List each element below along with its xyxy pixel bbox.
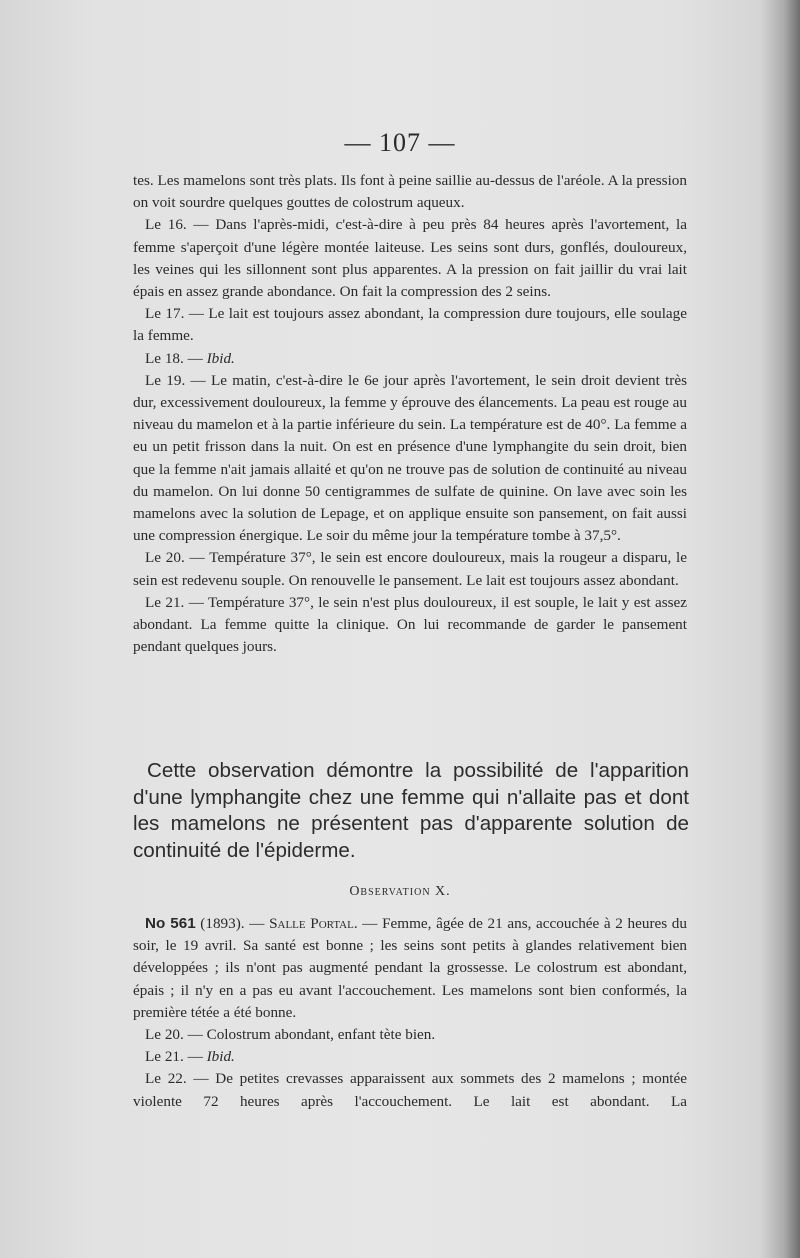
case-number: No 561 [145, 915, 196, 932]
paragraph: tes. Les mamelons sont très plats. Ils font à peine saillie au-dessus de l'aréole. A la pression on voit sourdre quelques gouttes de colostrum aqueux. [133, 172, 687, 212]
paragraph [133, 1046, 687, 1068]
paragraph: Le 21. — Température 37°, le sein n'est plus douloureux, il est souple, le lait y est assez abondant. La femme quitte la clinique. On lui recommande de garder le pansement pendant quelques jours. [133, 593, 687, 656]
paragraph: Le 22. — De petites crevasses apparaissent aux sommets des 2 mamelons ; montée violente 72 heures après l'accouchement. Le lait est abondant. La [133, 1070, 687, 1110]
paragraph: Le 16. — Dans l'après-midi, c'est-à-dire à peu près 84 heures après l'avortement, la femme s'aperçoit d'une légère montée laiteuse. Les seins sont durs, gonflés, douloureux, les veines qui les sillonnent sont plus apparentes. A la pression on fait jaillir du vrai lait épais en assez grande abondance. On fait la compression des 2 seins. [133, 216, 687, 301]
paragraph: Le 20. — Colostrum abondant, enfant tète bien. [145, 1026, 436, 1044]
date-label: Le 18. — [145, 349, 207, 367]
text-block-upper [133, 170, 687, 658]
paragraph [133, 913, 687, 1024]
conclusion-block [133, 758, 689, 864]
paragraph: Le 17. — Le lait est toujours assez abondant, la compression dure toujours, elle soulage la femme. [133, 305, 687, 345]
case-description: — Femme, âgée de 21 ans, accouchée à 2 heures du soir, le 19 avril. Sa santé est bonne ; les seins sont petits à glandes relativement bien développées ; ils n'ont pas augmenté pendant la grossesse. Le colostrum est abondant, épais ; il n'y en a pas eu avant l'accouchement. Les mamelons sont bien conformés, la première tétée a été bonne. [133, 915, 687, 1021]
paragraph: Le 20. — Température 37°, le sein est encore douloureux, mais la rougeur a disparu, le sein est redevenu souple. On renouvelle le pansement. Le lait est toujours assez abondant. [133, 549, 687, 589]
ward-name: Salle Portal. [269, 915, 358, 932]
observation-heading: Observation X. [349, 884, 451, 899]
paragraph [133, 348, 687, 370]
case-year: (1893). — [195, 915, 270, 932]
page-edge-shadow [760, 0, 800, 1258]
date-label: Le 21. — [145, 1048, 207, 1066]
ibid-text: Ibid. [206, 1048, 235, 1066]
text-block-lower [133, 913, 687, 1113]
conclusion-text: Cette observation démontre la possibilité de l'apparition d'une lymphangite chez une femme qui n'allaite pas et dont les mamelons ne présentent pas d'apparente solution de continuité de l'épiderme. [133, 759, 689, 862]
page-number: — 107 — [344, 128, 456, 157]
paragraph: Le 19. — Le matin, c'est-à-dire le 6e jour après l'avortement, le sein droit devient très dur, excessivement douloureux, la femme y éprouve des élancements. La peau est rouge au niveau du mamelon et à la partie inférieure du sein. La température est de 40°. La femme a eu un petit frisson dans la nuit. On est en présence d'une lymphangite du sein droit, bien que la femme n'ait jamais allaité et qu'on ne trouve pas de solution de continuité au niveau du mamelon. On lui donne 50 centigrammes de sulfate de quinine. On lave avec soin les mamelons avec la solution de Lepage, et on applique ensuite son pansement, on fait aussi une compression énergique. Le soir du même jour la température tombe à 37,5°. [133, 371, 687, 545]
ibid-text: Ibid. [206, 349, 235, 367]
